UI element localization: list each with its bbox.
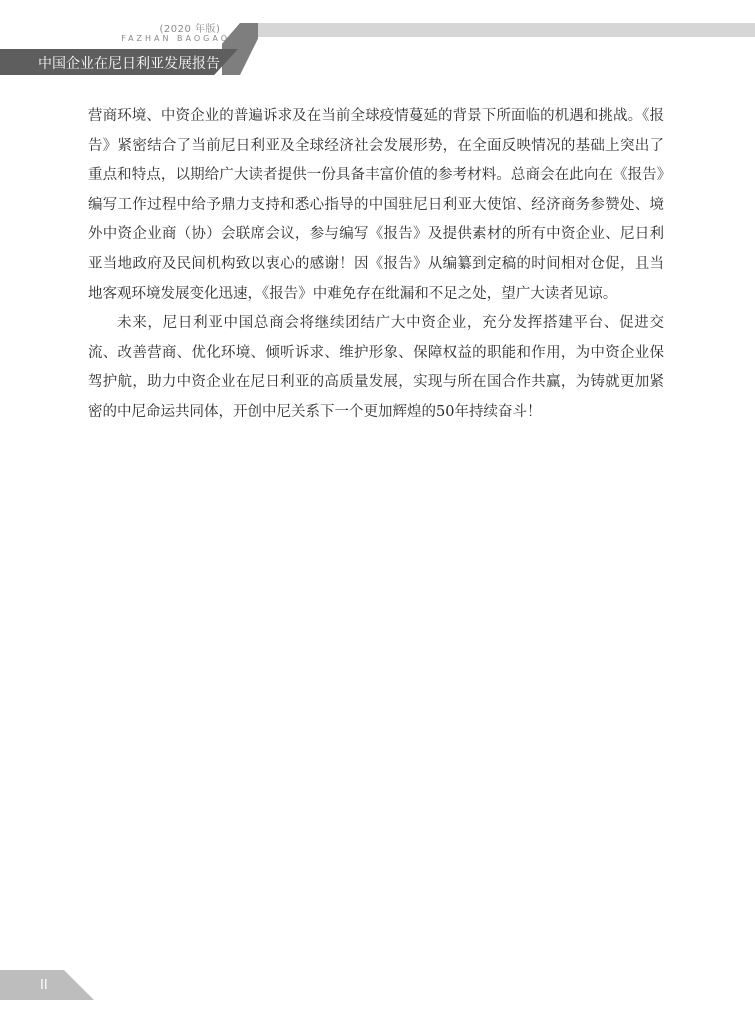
paragraph-2: 未来，尼日利亚中国总商会将继续团结广大中资企业，充分发挥搭建平台、促进交流、改善营商、优化环境、倾听诉求、维护形象、保障权益的职能和作用，为中资企业保驾护航，助力中资企业在尼日利亚的高质量发展，实现与所在国合作共赢，为铸就更加紧密的中尼命运共同体，开创中尼关系下一个更加辉煌的50年持续奋斗！ <box>88 315 664 420</box>
body-text <box>88 102 664 428</box>
header-gray-bar <box>240 23 755 37</box>
page-number: II <box>40 978 48 993</box>
report-title: 中国企业在尼日利亚发展报告 <box>38 56 220 72</box>
paragraph-1: 营商环境、中资企业的普遍诉求及在当前全球疫情蔓延的背景下所面临的机遇和挑战。《报告》紧密结合了当前尼日利亚及全球经济社会发展形势，在全面反映情况的基础上突出了重点和特点，以期给广大读者提供一份具备丰富价值的参考材料。总商会在此向在《报告》编写工作过程中给予鼎力支持和悉心指导的中国驻尼日利亚大使馆、经济商务参赞处、境外中资企业商（协）会联席会议，参与编写《报告》及提供素材的所有中资企业、尼日利亚当地政府及民间机构致以衷心的感谢！因《报告》从编纂到定稿的时间相对仓促，且当地客观环境发展变化迅速，《报告》中难免存在纰漏和不足之处，望广大读者见谅。 <box>88 108 664 302</box>
pinyin-label: FAZHAN BAOGAO <box>121 34 230 43</box>
edition-label: (2020 年版) <box>159 24 221 35</box>
